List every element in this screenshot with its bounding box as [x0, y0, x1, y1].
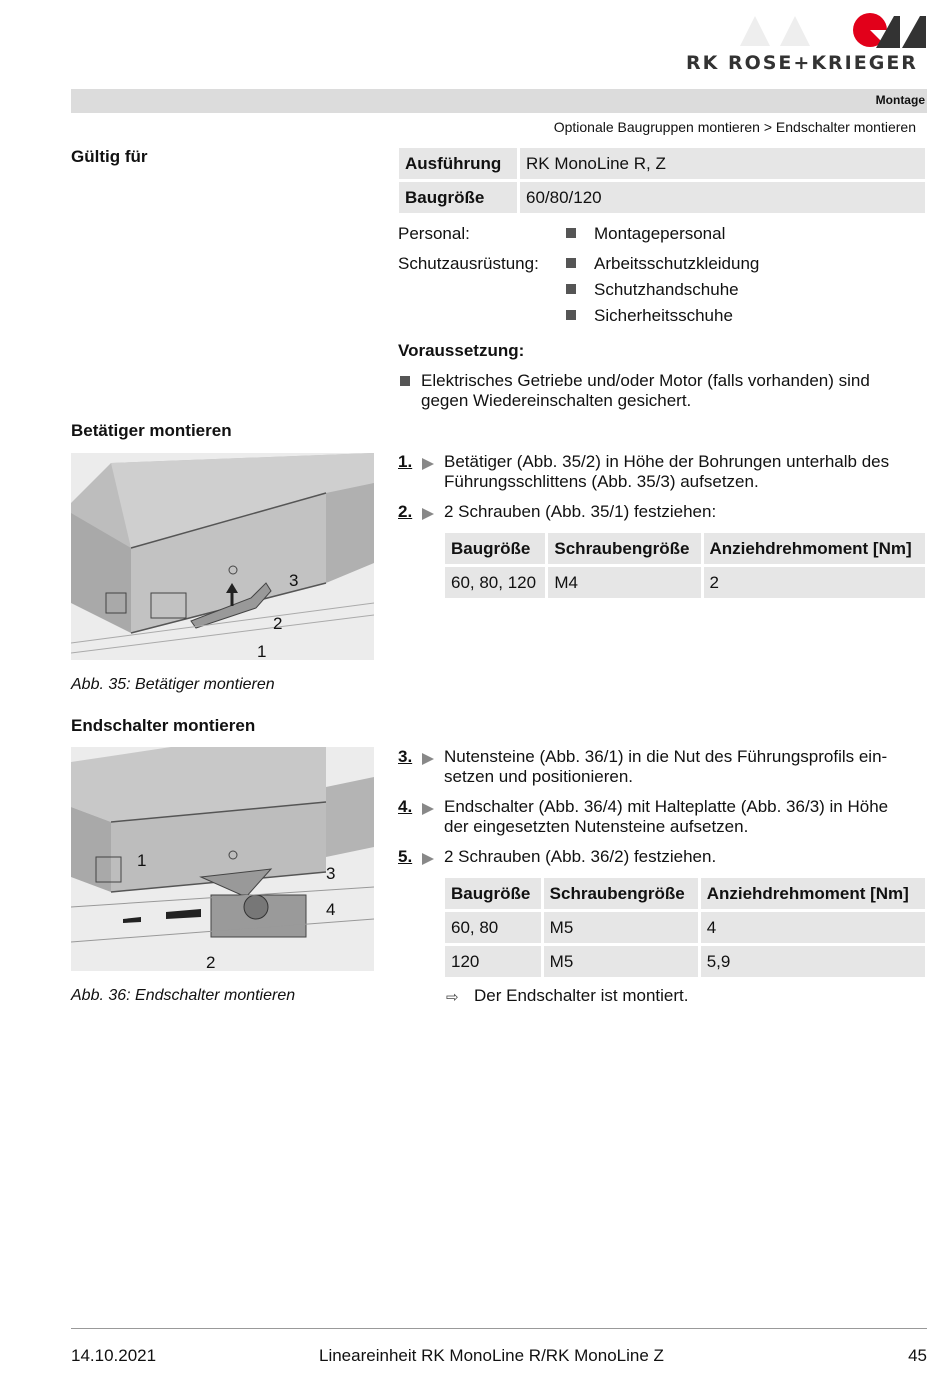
- table-header: Anziehdrehmoment [Nm]: [704, 533, 925, 564]
- result-arrow-icon: ⇨: [446, 989, 459, 1006]
- bullet-icon: [566, 228, 576, 238]
- footer-title: Lineareinheit RK MonoLine R/RK MonoLine Z: [319, 1346, 664, 1365]
- section2-heading: Endschalter montieren: [71, 716, 256, 735]
- result-text: Der Endschalter ist montiert.: [474, 986, 689, 1005]
- figure-35-drawing: [71, 453, 374, 660]
- table-header: Schraubengröße: [544, 878, 698, 909]
- figure-35-caption: Abb. 35: Betätiger montieren: [71, 676, 275, 693]
- prerequisite-heading: Voraussetzung:: [398, 341, 525, 360]
- table-cell: 4: [701, 912, 925, 943]
- section-bar: [71, 89, 927, 113]
- table-cell: 120: [445, 946, 541, 977]
- table-row: [445, 912, 925, 943]
- step-number: 2.: [398, 502, 413, 521]
- table-row: [445, 567, 925, 598]
- list-item: Elektrisches Getriebe und/oder Motor (falls vorhanden) sind gegen Wiedereinschalten gesichert.: [421, 371, 870, 410]
- table-row: [399, 148, 925, 179]
- table-cell: M5: [544, 912, 698, 943]
- step-number: 4.: [398, 797, 413, 816]
- table-row: [445, 946, 925, 977]
- valid-for-heading: Gültig für: [71, 147, 148, 166]
- logo-mark: [680, 6, 930, 50]
- brand-name: RK ROSE+KRIEGER: [686, 52, 918, 74]
- table-cell: Ausführung: [399, 148, 517, 179]
- list-item: Sicherheitsschuhe: [594, 306, 733, 325]
- list-item: Arbeitsschutzkleidung: [594, 254, 760, 273]
- figure-36: [71, 747, 374, 971]
- step-number: 5.: [398, 847, 413, 866]
- table-header: Anziehdrehmoment [Nm]: [701, 878, 925, 909]
- callout-label: 3: [289, 571, 299, 590]
- table-cell: RK MonoLine R, Z: [520, 148, 925, 179]
- table-cell: 5,9: [701, 946, 925, 977]
- breadcrumb: Optionale Baugruppen montieren > Endschalter montieren: [553, 119, 916, 135]
- callout-label: 2: [273, 614, 283, 633]
- step-number: 3.: [398, 747, 413, 766]
- figure-35: [71, 453, 374, 660]
- figure-36-drawing: [71, 747, 374, 971]
- section1-heading: Betätiger montieren: [71, 421, 232, 440]
- bullet-icon: [400, 376, 410, 386]
- table-cell: 60, 80: [445, 912, 541, 943]
- table-header: Baugröße: [445, 533, 545, 564]
- callout-label: 1: [257, 642, 267, 660]
- step-text: 2 Schrauben (Abb. 36/2) festziehen.: [444, 847, 717, 866]
- table-row: [399, 182, 925, 213]
- step-arrow-icon: [422, 853, 434, 865]
- table-cell: M4: [548, 567, 700, 598]
- footer-date: 14.10.2021: [71, 1346, 157, 1365]
- callout-label: 1: [137, 851, 147, 870]
- footer-rule: [71, 1328, 927, 1329]
- step-arrow-icon: [422, 458, 434, 470]
- step-arrow-icon: [422, 508, 434, 520]
- list-item: Schutzhandschuhe: [594, 280, 739, 299]
- step-text: 2 Schrauben (Abb. 35/1) festziehen:: [444, 502, 717, 521]
- protection-label: Schutzausrüstung:: [398, 254, 539, 273]
- table-header-row: [445, 878, 925, 909]
- brand-logo: [680, 6, 930, 76]
- table-cell: 2: [704, 567, 925, 598]
- step-text: Endschalter (Abb. 36/4) mit Halteplatte (Abb. 36/3) in Höhe der eingesetzten Nutensteine aufsetzen.: [444, 797, 889, 836]
- page-number: 45: [908, 1346, 927, 1365]
- table-cell: 60/80/120: [520, 182, 925, 213]
- callout-label: 4: [326, 900, 336, 919]
- figure-36-caption: Abb. 36: Endschalter montieren: [71, 987, 296, 1004]
- table-header-row: [445, 533, 925, 564]
- callout-label: 3: [326, 864, 336, 883]
- section-title: Montage: [875, 93, 925, 107]
- step-text: Betätiger (Abb. 35/2) in Höhe der Bohrungen unterhalb des Führungsschlittens (Abb. 35/3) aufsetzen.: [444, 452, 890, 491]
- callout-label: 2: [206, 953, 216, 971]
- step-arrow-icon: [422, 753, 434, 765]
- table-cell: 60, 80, 120: [445, 567, 545, 598]
- step-number: 1.: [398, 452, 413, 471]
- bullet-icon: [566, 284, 576, 294]
- list-item: Montagepersonal: [594, 224, 726, 243]
- step-arrow-icon: [422, 803, 434, 815]
- bullet-icon: [566, 310, 576, 320]
- table-header: Baugröße: [445, 878, 541, 909]
- table-cell: M5: [544, 946, 698, 977]
- bullet-icon: [566, 258, 576, 268]
- torque-table-1: [442, 530, 928, 601]
- table-header: Schraubengröße: [548, 533, 700, 564]
- valid-for-table: [396, 145, 928, 216]
- personnel-label: Personal:: [398, 224, 470, 243]
- torque-table-2: [442, 875, 928, 980]
- table-cell: Baugröße: [399, 182, 517, 213]
- step-text: Nutensteine (Abb. 36/1) in die Nut des Führungsprofils ein-setzen und positionieren.: [444, 747, 888, 786]
